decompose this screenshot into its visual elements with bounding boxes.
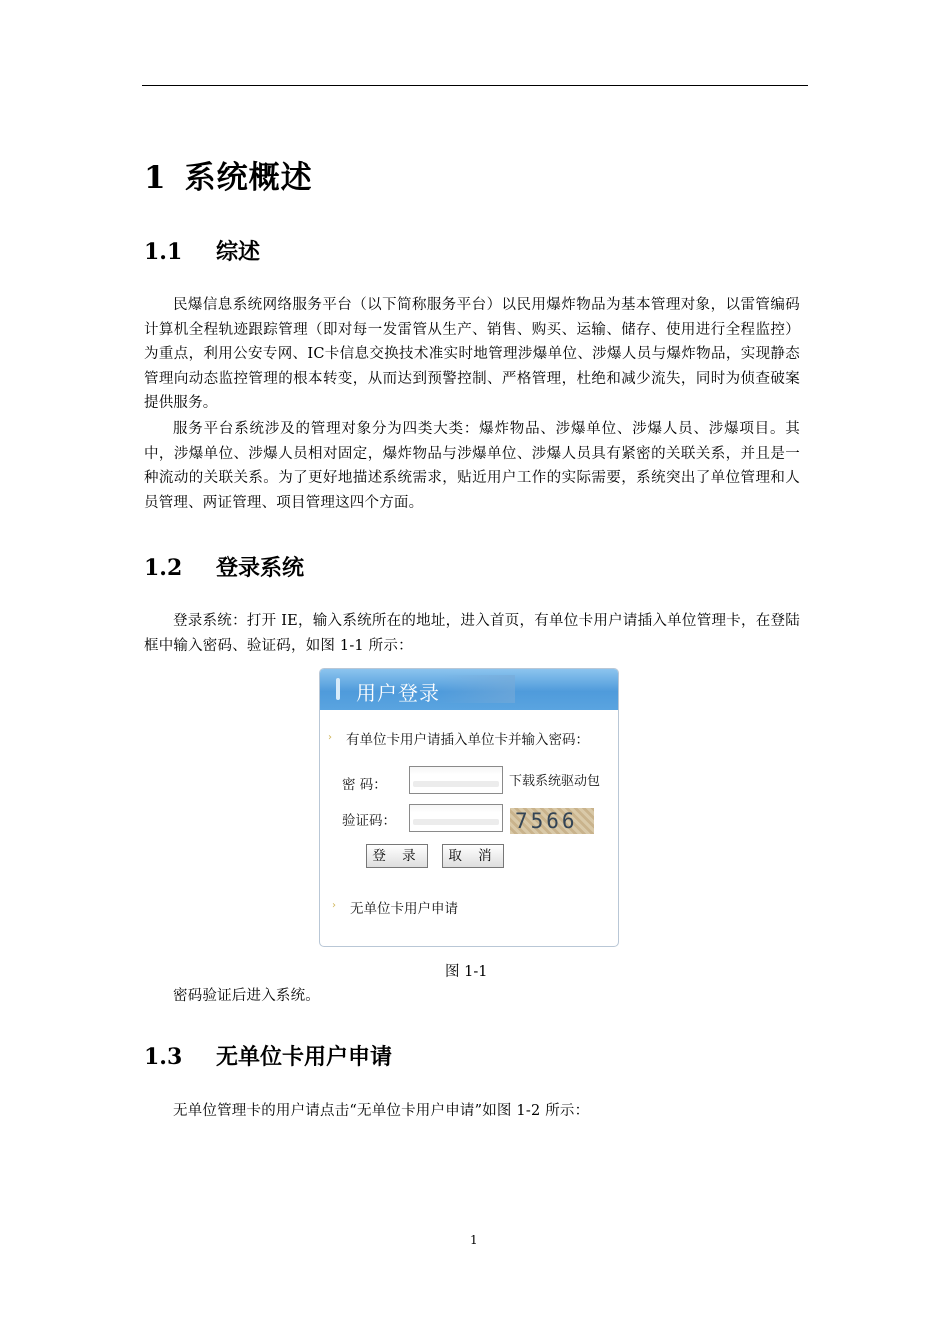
login-panel-header [320,669,618,710]
password-label: 密 码： [342,777,387,793]
cancel-button[interactable]: 取 消 [442,844,504,868]
captcha-label: 验证码： [342,813,396,829]
password-input[interactable] [409,766,503,794]
login-button[interactable]: 登 录 [366,844,428,868]
section-title: 登录系统 [216,556,305,581]
section-heading-login [144,551,304,582]
chapter-heading [144,152,313,197]
paragraph-overview-1: 民爆信息系统网络服务平台（以下简称服务平台）以民用爆炸物品为基本管理对象，以雷管编码计算机全程轨迹跟踪管理（即对每一发雷管从生产、销售、购买、运输、储存、使用进行全程监控）为重点，利用公安专网、IC卡信息交换技术准实时地管理涉爆单位、涉爆人员与爆炸物品，实现静态管理向动态监控管理的根本转变，从而达到预警控制、严格管理，杜绝和减少流失，同时为侦查破案提供服务。 [144,297,800,411]
section-heading-apply [144,1040,392,1071]
section-number: 1.3 [144,1044,183,1070]
login-panel-figure [319,668,619,947]
chapter-number: 1 [144,160,167,196]
paragraph-overview-2: 服务平台系统涉及的管理对象分为四类大类：爆炸物品、涉爆单位、涉爆人员、涉爆项目。其中，涉爆单位、涉爆人员相对固定，爆炸物品与涉爆单位、涉爆人员具有紧密的关联关系，并且是一种流动的关联关系。为了更好地描述系统需求，贴近用户工作的实际需要，系统突出了单位管理和人员管理、两证管理、项目管理这四个方面。 [144,421,800,511]
login-prompt: 有单位卡用户请插入单位卡并输入密码： [346,732,589,748]
figure-caption: 图 1-1 [445,964,488,980]
arrow-bullet-icon: › [328,732,332,743]
captcha-input[interactable] [409,804,503,832]
arrow-bullet-icon: › [332,900,336,911]
header-rule [142,85,808,86]
chapter-title: 系统概述 [184,160,313,196]
section-number: 1.1 [144,239,183,265]
section-number: 1.2 [144,555,183,581]
section-heading-overview [144,235,260,266]
paragraph-login: 登录系统：打开 IE，输入系统所在的地址，进入首页，有单位卡用户请插入单位管理卡，在登陆框中输入密码、验证码，如图 1-1 所示： [144,613,800,654]
page-number: 1 [470,1233,478,1247]
paragraph-after-login: 密码验证后进入系统。 [173,988,320,1004]
captcha-image[interactable]: 7566 [510,808,594,834]
header-bar-decoration [336,678,340,700]
login-panel-title: 用户登录 [356,681,440,705]
section-title: 综述 [216,240,261,265]
download-driver-link[interactable]: 下载系统驱动包 [509,774,601,789]
header-fade-decoration [440,675,515,703]
paragraph-apply: 无单位管理卡的用户请点击“无单位卡用户申请”如图 1-2 所示： [173,1103,590,1119]
section-title: 无单位卡用户申请 [216,1045,393,1070]
apply-without-card-link[interactable]: 无单位卡用户申请 [350,901,458,917]
